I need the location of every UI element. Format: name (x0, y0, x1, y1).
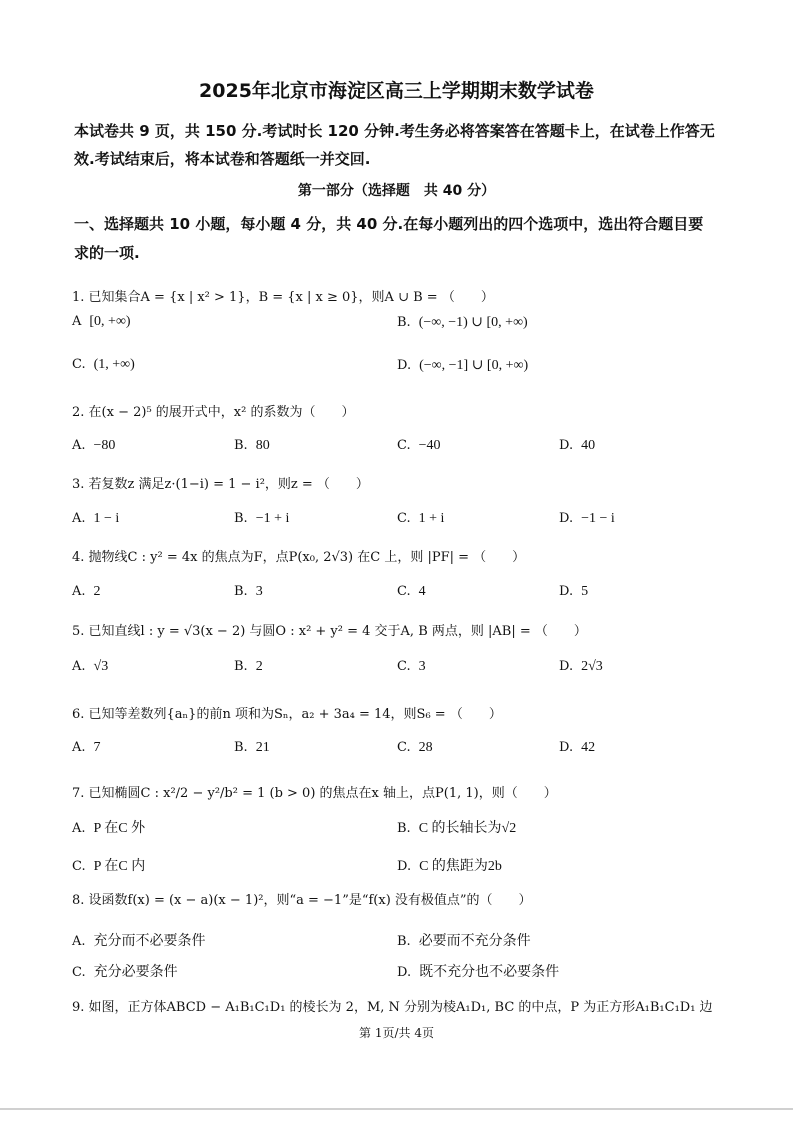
option-value: 充分必要条件 (93, 965, 178, 980)
option-value: −80 (93, 438, 116, 453)
option-label: B. (234, 511, 248, 526)
option-value: 28 (418, 740, 433, 755)
option-label: D. (559, 438, 574, 453)
question-5-option-b (234, 659, 263, 675)
option-value: (−∞, −1] ∪ [0, +∞) (419, 358, 529, 373)
option-label: A. (72, 934, 86, 949)
option-value: 1 − i (93, 511, 120, 526)
bottom-divider (0, 1108, 793, 1110)
option-value: 充分而不必要条件 (93, 934, 206, 949)
question-2-option-b (234, 438, 270, 454)
option-label: D. (397, 965, 412, 980)
option-value: −1 + i (255, 511, 290, 526)
option-value: √3 (93, 659, 109, 674)
question-8-option-b (397, 930, 531, 950)
part-title: 第一部分（选择题 共 40 分） (297, 183, 496, 199)
option-value: 1 + i (418, 511, 445, 526)
option-value: −1 − i (581, 511, 615, 526)
option-label: A. (72, 438, 86, 453)
question-2-option-d (559, 438, 595, 454)
question-2-option-a (72, 438, 115, 454)
question-3-stem: 3. 若复数z 满足z·(1−i) = 1 − i²，则z = （ ） (72, 477, 369, 492)
option-label: B. (234, 740, 248, 755)
option-label: B. (234, 584, 248, 599)
option-value: 既不充分也不必要条件 (419, 965, 560, 980)
option-label: B. (234, 438, 248, 453)
option-label: C. (397, 659, 411, 674)
question-8-option-d (397, 961, 559, 981)
option-value: 3 (418, 659, 426, 674)
question-4-stem: 4. 抛物线C : y² = 4x 的焦点为F，点P(x₀, 2√3) 在C 上，则 |PF| = （ ） (72, 550, 526, 565)
option-label: B. (397, 821, 411, 836)
question-6-stem: 6. 已知等差数列{aₙ}的前n 项和为Sₙ，a₂ + 3a₄ = 14，则S₆ = （ ） (72, 707, 502, 722)
section-heading-line-2: 求的一项. (74, 244, 140, 262)
question-8-option-a (72, 930, 206, 950)
option-label: C. (397, 740, 411, 755)
question-3-option-b (234, 511, 289, 527)
question-6-option-b (234, 740, 270, 756)
option-label: A. (72, 584, 86, 599)
option-value: 5 (581, 584, 589, 599)
question-5-option-a (72, 659, 108, 675)
option-value: 40 (581, 438, 596, 453)
question-2-option-c (397, 438, 441, 454)
option-value: (−∞, −1) ∪ [0, +∞) (418, 315, 528, 330)
option-label: A (72, 314, 82, 329)
option-value: P 在C 内 (93, 859, 146, 874)
option-value: 80 (255, 438, 270, 453)
option-label: B. (234, 659, 248, 674)
question-9-stem: 9. 如图，正方体ABCD − A₁B₁C₁D₁ 的棱长为 2，M, N 分别为棱A₁D₁, BC 的中点，P 为正方形A₁B₁C₁D₁ 边 (72, 1000, 713, 1015)
question-3-option-c (397, 511, 444, 527)
question-4-option-c (397, 584, 426, 600)
question-3-option-a (72, 511, 119, 527)
option-value: C 的焦距为2b (419, 859, 502, 874)
question-8-stem: 8. 设函数f(x) = (x − a)(x − 1)²，则“a = −1”是“f(x) 没有极值点”的（ ） (72, 893, 532, 908)
question-6-option-c (397, 740, 433, 756)
option-value: 必要而不充分条件 (418, 934, 531, 949)
option-label: C. (72, 357, 86, 372)
question-2-stem: 2. 在(x − 2)⁵ 的展开式中，x² 的系数为（ ） (72, 405, 355, 420)
page-footer: 第 1页/共 4页 (359, 1026, 434, 1040)
option-label: D. (559, 740, 574, 755)
page-title: 2025年北京市海淀区高三上学期期末数学试卷 (199, 80, 594, 102)
question-5-stem: 5. 已知直线l : y = √3(x − 2) 与圆O : x² + y² = 4 交于A, B 两点，则 |AB| = （ ） (72, 624, 587, 639)
question-4-option-d (559, 584, 588, 600)
question-5-option-d (559, 659, 603, 675)
option-value: C 的长轴长为√2 (418, 821, 517, 836)
question-6-option-a (72, 740, 101, 756)
option-label: C. (72, 859, 86, 874)
option-label: A. (72, 821, 86, 836)
option-value: 42 (581, 740, 596, 755)
intro-line-1: 本试卷共 9 页，共 150 分.考试时长 120 分钟.考生务必将答案答在答题卡上，在试卷上作答无 (74, 122, 715, 140)
option-label: C. (397, 438, 411, 453)
option-label: C. (72, 965, 86, 980)
option-value: 2 (93, 584, 101, 599)
option-label: D. (397, 358, 412, 373)
question-1-option-b (397, 314, 528, 331)
option-label: D. (559, 659, 574, 674)
question-5-option-c (397, 659, 426, 675)
option-value: 4 (418, 584, 426, 599)
intro-line-2: 效.考试结束后，将本试卷和答题纸一并交回. (74, 150, 371, 168)
question-7-option-c (72, 855, 145, 875)
question-6-option-d (559, 740, 595, 756)
option-value: (1, +∞) (93, 357, 135, 372)
question-1-option-c (72, 357, 135, 373)
option-value: 2 (255, 659, 263, 674)
option-label: C. (397, 511, 411, 526)
option-label: B. (397, 315, 411, 330)
question-8-option-c (72, 961, 178, 981)
option-label: A. (72, 659, 86, 674)
option-value: [0, +∞) (89, 314, 131, 329)
option-value: 21 (255, 740, 270, 755)
option-label: D. (397, 859, 412, 874)
question-7-stem: 7. 已知椭圆C : x²/2 − y²/b² = 1 (b > 0) 的焦点在x 轴上，点P(1, 1)，则（ ） (72, 786, 557, 801)
option-label: D. (559, 584, 574, 599)
option-label: A. (72, 740, 86, 755)
question-4-option-a (72, 584, 101, 600)
option-value: 3 (255, 584, 263, 599)
question-7-option-a (72, 817, 145, 837)
option-value: 2√3 (581, 659, 603, 674)
option-value: P 在C 外 (93, 821, 146, 836)
option-value: −40 (418, 438, 441, 453)
question-7-option-d (397, 855, 502, 875)
option-label: A. (72, 511, 86, 526)
question-4-option-b (234, 584, 263, 600)
option-label: C. (397, 584, 411, 599)
question-1-option-d (397, 357, 528, 374)
question-1-option-a (72, 314, 131, 330)
question-1-stem: 1. 已知集合A = {x | x² > 1}，B = {x | x ≥ 0}，则A ∪ B = （ ） (72, 290, 494, 305)
section-heading-line-1: 一、选择题共 10 小题，每小题 4 分，共 40 分.在每小题列出的四个选项中，选出符合题目要 (74, 215, 704, 233)
option-value: 7 (93, 740, 101, 755)
option-label: D. (559, 511, 574, 526)
question-7-option-b (397, 817, 516, 837)
option-label: B. (397, 934, 411, 949)
question-3-option-d (559, 511, 615, 527)
